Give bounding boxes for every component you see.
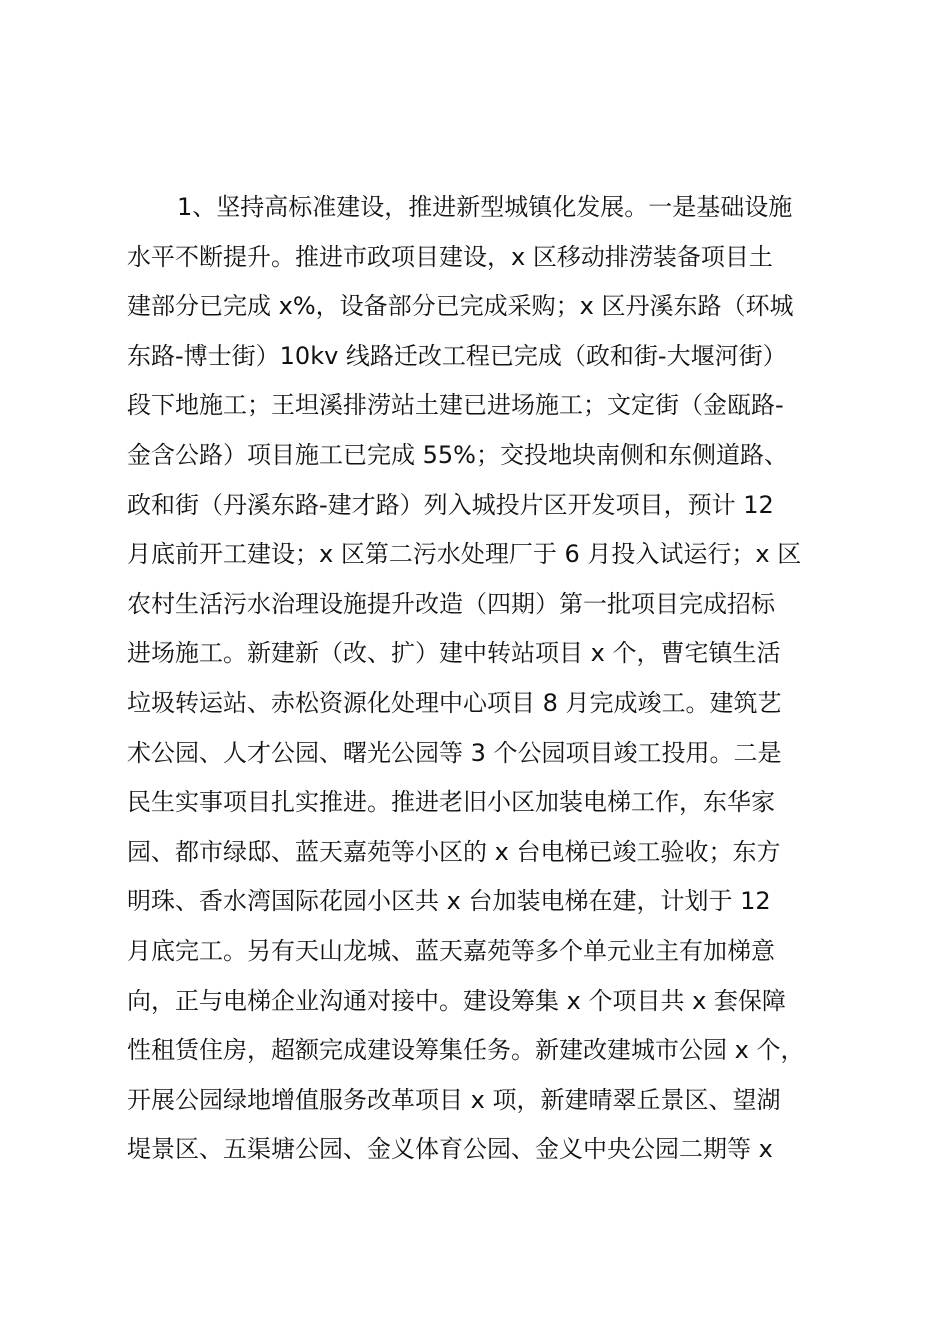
text-line: 进场施工。新建新（改、扩）建中转站项目 x 个，曹宅镇生活	[127, 639, 781, 668]
text-line: 金含公路）项目施工已完成 55%；交投地块南侧和东侧道路、	[127, 440, 788, 469]
text-line: 开展公园绿地增值服务改革项目 x 项，新建晴翠丘景区、望湖	[127, 1085, 781, 1114]
text-line: 政和街（丹溪东路-建才路）列入城投片区开发项目，预计 12	[127, 490, 774, 519]
text-line: 向，正与电梯企业沟通对接中。建设筹集 x 个项目共 x 套保障	[127, 986, 786, 1015]
text-line: 月底前开工建设；x 区第二污水处理厂于 6 月投入试运行；x 区	[127, 540, 802, 569]
text-line: 农村生活污水治理设施提升改造（四期）第一批项目完成招标	[127, 589, 775, 618]
text-line: 园、都市绿邸、蓝天嘉苑等小区的 x 台电梯已竣工验收；东方	[127, 837, 781, 866]
text-line: 建部分已完成 x%，设备部分已完成采购；x 区丹溪东路（环城	[127, 292, 794, 321]
text-line: 垃圾转运站、赤松资源化处理中心项目 8 月完成竣工。建筑艺	[127, 688, 782, 717]
text-line: 性租赁住房，超额完成建设筹集任务。新建改建城市公园 x 个，	[127, 1036, 805, 1065]
body-paragraph	[127, 183, 837, 1175]
text-line: 明珠、香水湾国际花园小区共 x 台加装电梯在建，计划于 12	[127, 887, 771, 916]
text-line: 堤景区、五渠塘公园、金义体育公园、金义中央公园二期等 x	[127, 1135, 773, 1164]
text-line: 段下地施工；王坦溪排涝站土建已进场施工；文定街（金瓯路-	[127, 391, 784, 420]
text-line: 月底完工。另有天山龙城、蓝天嘉苑等多个单元业主有加梯意	[127, 936, 775, 965]
text-line: 术公园、人才公园、曙光公园等 3 个公园项目竣工投用。二是	[127, 738, 782, 767]
text-line: 水平不断提升。推进市政项目建设，x 区移动排涝装备项目土	[127, 242, 773, 271]
text-line: 1、坚持高标准建设，推进新型城镇化发展。一是基础设施	[177, 193, 793, 221]
text-line: 东路-博士街）10kv 线路迁改工程已完成（政和街-大堰河街）	[127, 341, 787, 370]
text-line: 民生实事项目扎实推进。推进老旧小区加装电梯工作，东华家	[127, 788, 775, 817]
